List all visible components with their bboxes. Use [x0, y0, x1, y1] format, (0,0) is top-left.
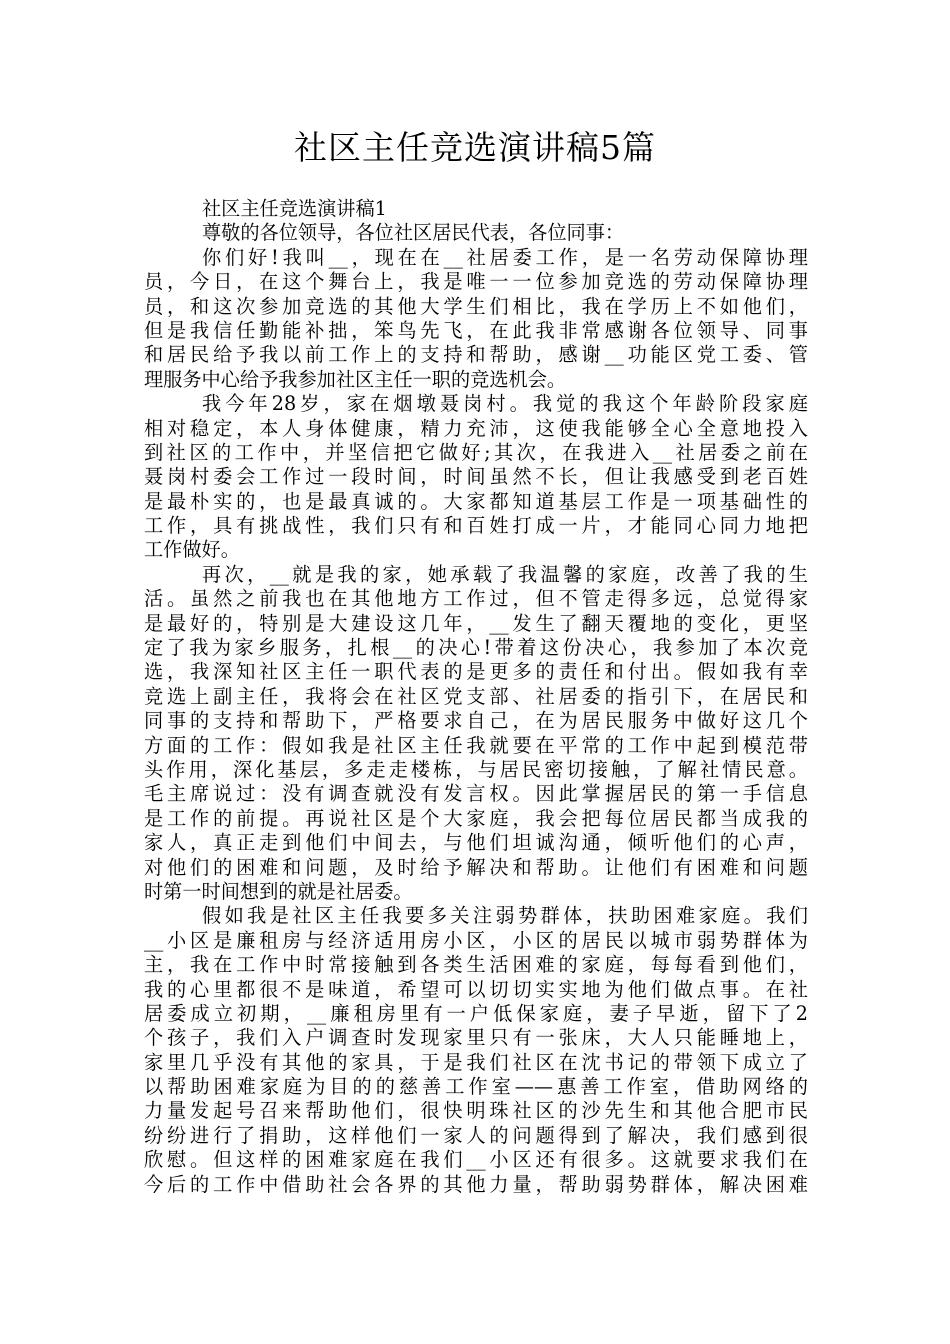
text-line: 相对稳定，本人身体健康，精力充沛，这使我能够全心全意地投入 — [144, 416, 808, 440]
text-line: 是最好的，特别是大建设这几年，__发生了翻天覆地的变化，更坚 — [144, 611, 808, 635]
text-line: 是工作的前提。再说社区是个大家庭，我会把每位居民都当成我的 — [144, 806, 808, 830]
text-line: 是最朴实的，也是最真诚的。大家都知道基层工作是一项基础性的 — [144, 489, 808, 513]
text-line: 员，今日，在这个舞台上，我是唯一一位参加竞选的劳动保障协理 — [144, 270, 808, 294]
text-line: 定了我为家乡服务，扎根__的决心!带着这份决心，我参加了本次竞 — [144, 636, 808, 660]
text-line: 到社区的工作中，并坚信把它做好;其次，在我进入__社居委之前在 — [144, 440, 808, 464]
text-line: 主，我在工作中时常接触到各类生活困难的家庭，每每看到他们， — [144, 953, 808, 977]
text-line: 和居民给予我以前工作上的支持和帮助，感谢__功能区党工委、管 — [144, 343, 808, 367]
text-line: 对他们的困难和问题，及时给予解决和帮助。让他们有困难和问题 — [144, 855, 808, 879]
text-line: 力量发起号召来帮助他们，很快明珠社区的沙先生和其他合肥市民 — [144, 1099, 808, 1123]
text-line: 选，我深知社区主任一职代表的是更多的责任和付出。假如我有幸 — [144, 660, 808, 684]
text-line: 毛主席说过：没有调查就没有发言权。因此掌握居民的第一手信息 — [144, 782, 808, 806]
text-line: 家人，真正走到他们中间去，与他们坦诚沟通，倾听他们的心声， — [144, 831, 808, 855]
text-line: 方面的工作：假如我是社区主任我就要在平常的工作中起到模范带 — [144, 733, 808, 757]
document-body — [144, 197, 808, 1197]
text-line: 工作做好。 — [144, 538, 240, 562]
text-line: 同事的支持和帮助下，严格要求自己，在为居民服务中做好这几个 — [144, 709, 808, 733]
text-line: 以帮助困难家庭为目的的慈善工作室——惠善工作室，借助网络的 — [144, 1075, 808, 1099]
text-line: 竞选上副主任，我将会在社区党支部、社居委的指引下，在居民和 — [144, 684, 808, 708]
text-line: 头作用，深化基层，多走走楼栋，与居民密切接触，了解社情民意。 — [144, 757, 808, 781]
text-line: 时第一时间想到的就是社居委。 — [144, 879, 413, 903]
text-line: 我的心里都很不是味道，希望可以切切实实地为他们做点事。在社 — [144, 977, 808, 1001]
text-line: 居委成立初期，__廉租房里有一户低保家庭，妻子早逝，留下了2 — [144, 1001, 808, 1025]
text-line: 活。虽然之前我也在其他地方工作过，但不管走得多远，总觉得家 — [144, 587, 808, 611]
text-line: 社区主任竞选演讲稿1 — [202, 197, 387, 220]
text-line: 家里几乎没有其他的家具，于是我们社区在沈书记的带领下成立了 — [144, 1050, 808, 1074]
text-line: 理服务中心给予我参加社区主任一职的竞选机会。 — [144, 367, 567, 391]
text-line: 纷纷进行了捐助，这样他们一家人的问题得到了解决，我们感到很 — [144, 1123, 808, 1147]
text-line: 员，和这次参加竞选的其他大学生们相比，我在学历上不如他们， — [144, 294, 808, 318]
text-line: 欣慰。但这样的困难家庭在我们__小区还有很多。这就要求我们在 — [144, 1148, 808, 1172]
document-title: 社区主任竞选演讲稿5篇 — [294, 128, 656, 167]
text-line: 你们好!我叫__，现在在__社居委工作，是一名劳动保障协理 — [202, 245, 808, 269]
text-line: __小区是廉租房与经济适用房小区，小区的居民以城市弱势群体为 — [144, 928, 808, 952]
text-line: 聂岗村委会工作过一段时间，时间虽然不长，但让我感受到老百姓 — [144, 465, 808, 489]
text-line: 我今年28岁，家在烟墩聂岗村。我觉的我这个年龄阶段家庭 — [202, 392, 808, 416]
text-line: 假如我是社区主任我要多关注弱势群体，扶助困难家庭。我们 — [202, 904, 808, 928]
text-line: 工作，具有挑战性，我们只有和百姓打成一片，才能同心同力地把 — [144, 514, 808, 538]
text-line: 再次，__就是我的家，她承载了我温馨的家庭，改善了我的生 — [202, 562, 808, 586]
text-line: 今后的工作中借助社会各界的其他力量，帮助弱势群体，解决困难 — [144, 1172, 808, 1196]
text-line: 但是我信任勤能补拙，笨鸟先飞，在此我非常感谢各位领导、同事 — [144, 318, 808, 342]
text-line: 个孩子，我们入户调查时发现家里只有一张床，大人只能睡地上， — [144, 1026, 808, 1050]
text-line: 尊敬的各位领导，各位社区居民代表，各位同事： — [202, 221, 625, 245]
